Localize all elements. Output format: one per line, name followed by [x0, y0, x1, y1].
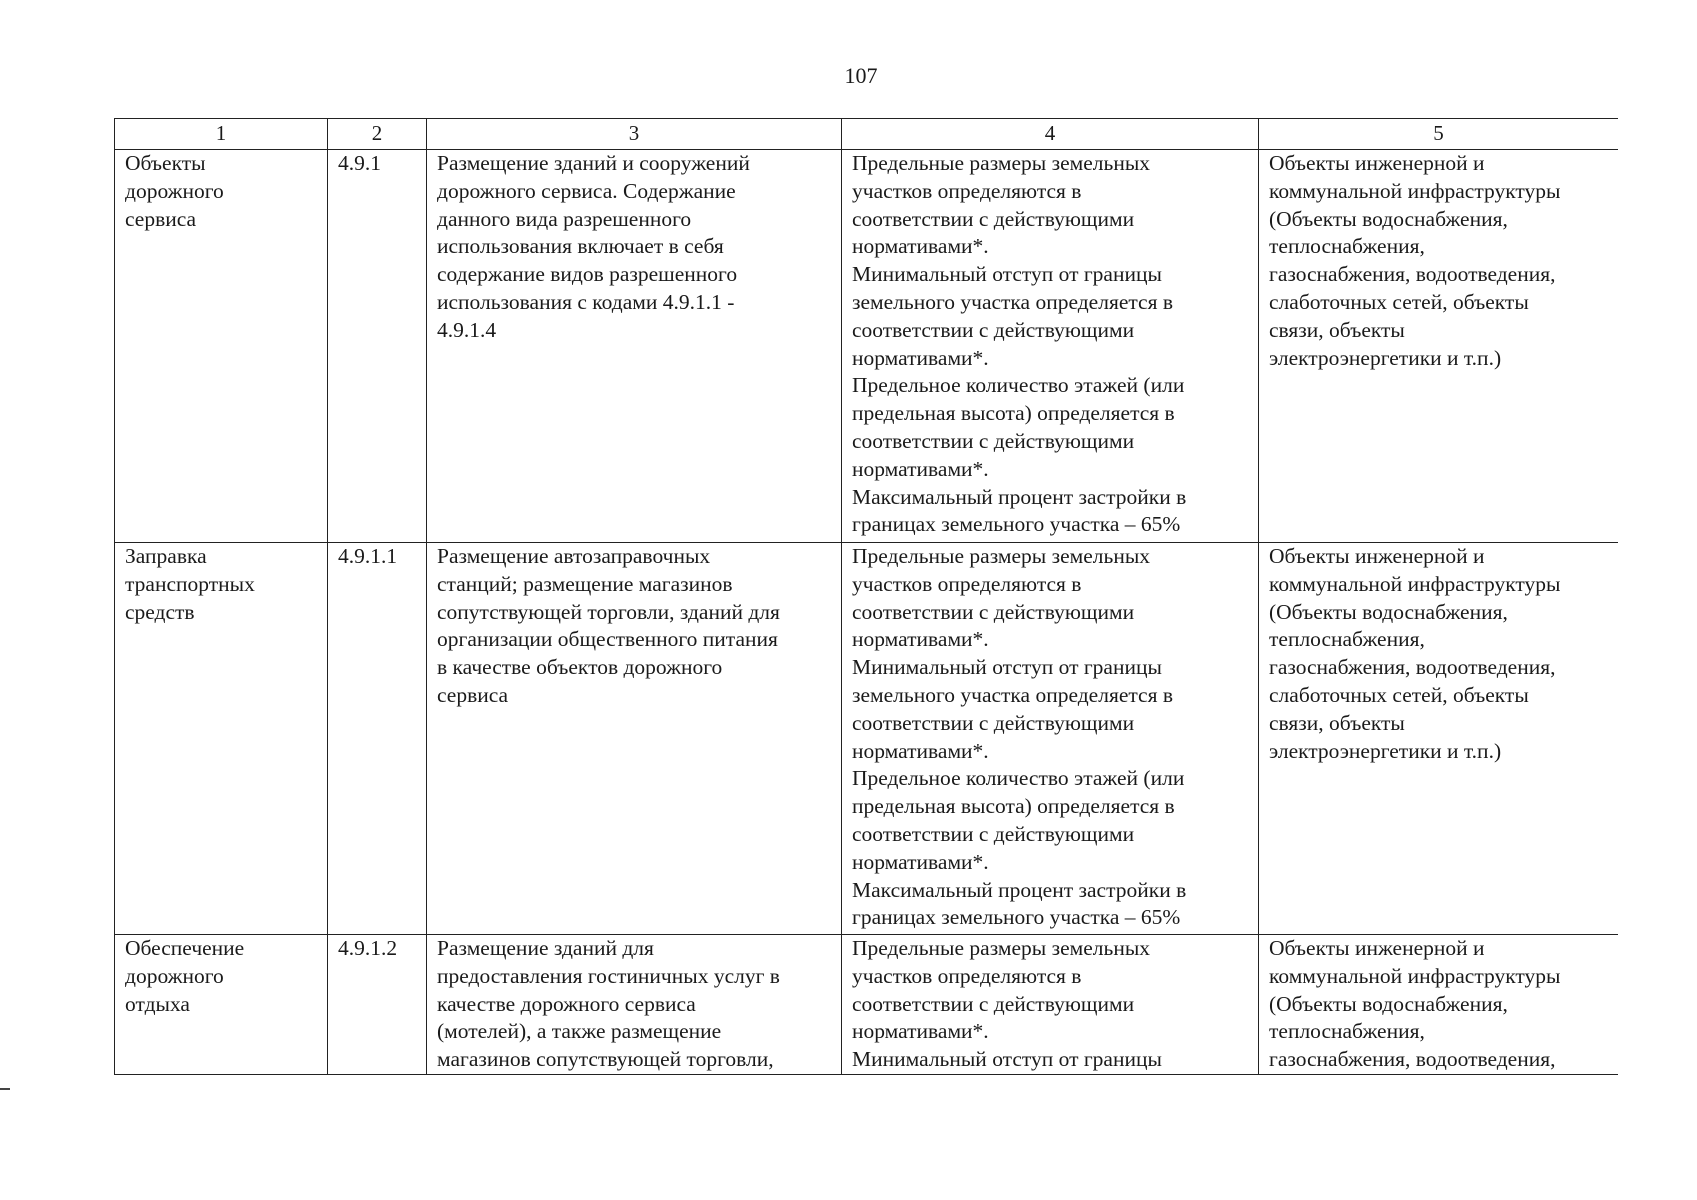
cell-text-line: Объекты инженерной и [1269, 936, 1485, 960]
cell-text-line: Предельное количество этажей (или [852, 766, 1185, 791]
cell-text-line: предельная высота) определяется в [852, 401, 1175, 426]
cell-text-line: границах земельного участка – 65% [852, 512, 1181, 537]
cell-text-line: земельного участка определяется в [852, 289, 1173, 314]
cell-text-line: нормативами*. [852, 627, 989, 652]
cell-text-line: Максимальный процент застройки в [852, 877, 1187, 902]
cell-text-line: качестве дорожного сервиса [437, 991, 696, 1016]
cell-text-line: теплоснабжения, [1269, 1019, 1425, 1044]
use-description-cell [427, 150, 842, 543]
cell-text-line: связи, объекты [1269, 710, 1405, 735]
cell-text-line: нормативами*. [852, 738, 989, 763]
use-parameters-cell [842, 935, 1259, 1075]
cell-text-line: Предельное количество этажей (или [852, 373, 1185, 398]
cell-text-line: Объекты инженерной и [1269, 544, 1485, 568]
cell-text-line: сервиса [437, 682, 509, 707]
use-description-cell [427, 543, 842, 935]
cell-text-line: Минимальный отступ от границы [852, 655, 1162, 680]
cell-text-line: земельного участка определяется в [852, 682, 1173, 707]
auxiliary-uses-cell [1259, 150, 1619, 543]
cell-text-line: соответствии с действующими [852, 821, 1135, 846]
cell-text-line: Размещение зданий и сооружений [437, 151, 750, 175]
cell-text-line: содержание видов разрешенного [437, 262, 738, 287]
cell-text-line: Предельные размеры земельных [852, 936, 1151, 960]
cell-text-line: нормативами*. [852, 234, 989, 259]
table-row [115, 150, 1619, 543]
cell-text-line: электроэнергетики и т.п.) [1269, 738, 1502, 763]
cell-text-line: соответствии с действующими [852, 710, 1135, 735]
cell-text-line: соответствии с действующими [852, 206, 1135, 231]
cell-text-line: 4.9.1.4 [437, 317, 497, 342]
cell-text-line: теплоснабжения, [1269, 627, 1425, 652]
cell-text-line: дорожного [125, 963, 224, 988]
cell-text-line: (Объекты водоснабжения, [1269, 206, 1508, 231]
cell-text-line: Предельные размеры земельных [852, 151, 1151, 175]
cell-text-line: нормативами*. [852, 345, 989, 370]
cell-text-line: транспортных [125, 571, 255, 596]
cell-text-line: слаботочных сетей, объекты [1269, 682, 1529, 707]
cell-text-line: предельная высота) определяется в [852, 794, 1175, 819]
table-wrapper [114, 118, 1618, 1076]
cell-text-line: отдыха [125, 991, 190, 1016]
cell-text-line: газоснабжения, водоотведения, [1269, 1047, 1556, 1072]
cell-text-line: (Объекты водоснабжения, [1269, 599, 1508, 624]
cell-text-line: газоснабжения, водоотведения, [1269, 655, 1556, 680]
use-name-cell [115, 935, 328, 1075]
cell-text-line: Предельные размеры земельных [852, 544, 1151, 568]
cell-text-line: сервиса [125, 206, 197, 231]
table-header-row [115, 119, 1619, 150]
cell-text-line: участков определяются в [852, 571, 1082, 596]
cell-text-line: данного вида разрешенного [437, 206, 692, 231]
table-row [115, 935, 1619, 1075]
table-row [115, 543, 1619, 935]
cell-text-line: газоснабжения, водоотведения, [1269, 262, 1556, 287]
cell-text-line: участков определяются в [852, 178, 1082, 203]
cell-text-line: электроэнергетики и т.п.) [1269, 345, 1502, 370]
cell-text-line: Объекты [125, 151, 206, 175]
cell-text-line: станций; размещение магазинов [437, 571, 733, 596]
header-col-2: 2 [328, 119, 427, 150]
cell-text-line: соответствии с действующими [852, 599, 1135, 624]
auxiliary-uses-cell [1259, 935, 1619, 1075]
page-number: 107 [844, 63, 878, 88]
cell-text-line: магазинов сопутствующей торговли, [437, 1047, 774, 1072]
table-body [115, 150, 1619, 1075]
cell-text-line: предоставления гостиничных услуг в [437, 963, 780, 988]
cell-text-line: соответствии с действующими [852, 317, 1135, 342]
cell-text-line: Заправка [125, 544, 207, 568]
cell-text-line: использования с кодами 4.9.1.1 - [437, 289, 735, 314]
use-name-cell [115, 543, 328, 935]
cell-text-line: связи, объекты [1269, 317, 1405, 342]
cell-text-line: Максимальный процент застройки в [852, 484, 1187, 509]
cell-text-line: организации общественного питания [437, 627, 778, 652]
use-parameters-cell [842, 543, 1259, 935]
cell-text-line: коммунальной инфраструктуры [1269, 571, 1561, 596]
cell-text-line: дорожного [125, 178, 224, 203]
land-use-table [114, 118, 1618, 1075]
cell-text-line: (мотелей), а также размещение [437, 1019, 722, 1044]
cell-text-line: Размещение автозаправочных [437, 544, 711, 568]
cell-text-line: коммунальной инфраструктуры [1269, 178, 1561, 203]
use-name-cell [115, 150, 328, 543]
cell-text-line: границах земельного участка – 65% [852, 905, 1181, 930]
cell-text-line: использования включает в себя [437, 234, 724, 259]
cell-text-line: нормативами*. [852, 1019, 989, 1044]
cell-text-line: слаботочных сетей, объекты [1269, 289, 1529, 314]
cell-text-line: Размещение зданий для [437, 936, 654, 960]
cell-text-line: коммунальной инфраструктуры [1269, 963, 1561, 988]
header-col-1: 1 [115, 119, 328, 150]
cell-text-line: Минимальный отступ от границы [852, 1047, 1162, 1072]
use-code-cell: 4.9.1.1 [328, 543, 427, 935]
cell-text-line: соответствии с действующими [852, 428, 1135, 453]
cell-text-line: нормативами*. [852, 456, 989, 481]
cell-text-line: сопутствующей торговли, зданий для [437, 599, 780, 624]
use-description-cell [427, 935, 842, 1075]
cell-text-line: Минимальный отступ от границы [852, 262, 1162, 287]
header-col-5: 5 [1259, 119, 1619, 150]
cell-text-line: Объекты инженерной и [1269, 151, 1485, 175]
auxiliary-uses-cell [1259, 543, 1619, 935]
margin-mark [0, 1088, 10, 1090]
use-parameters-cell [842, 150, 1259, 543]
cell-text-line: в качестве объектов дорожного [437, 655, 723, 680]
header-col-4: 4 [842, 119, 1259, 150]
use-code-cell: 4.9.1 [328, 150, 427, 543]
cell-text-line: нормативами*. [852, 849, 989, 874]
cell-text-line: средств [125, 599, 195, 624]
cell-text-line: (Объекты водоснабжения, [1269, 991, 1508, 1016]
cell-text-line: соответствии с действующими [852, 991, 1135, 1016]
cell-text-line: участков определяются в [852, 963, 1082, 988]
cell-text-line: Обеспечение [125, 936, 245, 960]
cell-text-line: дорожного сервиса. Содержание [437, 178, 736, 203]
cell-text-line: теплоснабжения, [1269, 234, 1425, 259]
header-col-3: 3 [427, 119, 842, 150]
use-code-cell: 4.9.1.2 [328, 935, 427, 1075]
